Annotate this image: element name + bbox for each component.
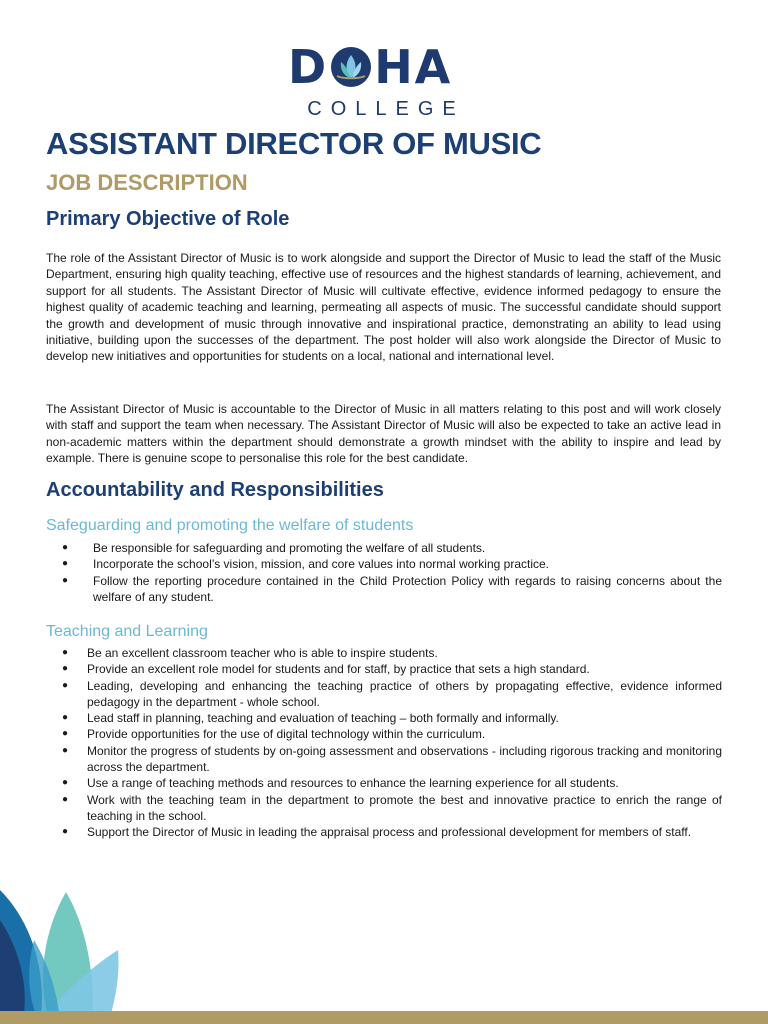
section-heading-primary-objective: Primary Objective of Role — [46, 208, 290, 230]
page-subtitle: JOB DESCRIPTION — [46, 170, 248, 195]
footer-gold-bar — [0, 1011, 768, 1024]
list-item: ● Lead staff in planning, teaching and evaluation of teaching – both formally and informally. — [46, 710, 722, 726]
doha-college-logo — [288, 40, 482, 124]
teaching-learning-list — [46, 645, 722, 841]
list-item: ● Provide opportunities for the use of digital technology within the curriculum. — [46, 726, 722, 742]
list-item: ● Provide an excellent role model for students and for staff, by practice that sets a high standard. — [46, 661, 722, 677]
subsection-heading-safeguarding: Safeguarding and promoting the welfare of students — [46, 517, 414, 534]
list-item: ● Work with the teaching team in the department to promote the best and innovative practice to enrich the range of teaching in the school. — [46, 792, 722, 825]
paragraph-primary-objective-1: The role of the Assistant Director of Music is to work alongside and support the Director of Music to lead the staff of the Music Department, ensuring high quality teaching, effective use of resources and the highest standards of learning, achievement, and support for all students. The Assistant Director of Music will cultivate effective, evidence informed pedagogy to ensure the highest quality of academic teaching and learning, permeating all aspects of music. The successful candidate should support the growth and development of music through innovative and inspirational practice, demonstrating an ability to lead using initiative, building upon the successes of the department. The post holder will also work alongside the Director of Music to develop new initiatives and opportunities for students on a local, national and international level. — [46, 251, 721, 364]
list-item: ● Leading, developing and enhancing the teaching practice of others by propagating effective, evidence informed pedagogy in the department - whole school. — [46, 678, 722, 711]
logo-letter-d: D — [288, 40, 329, 94]
logo-subtext: COLLEGE — [307, 98, 465, 120]
logo-letters-ha: HA — [374, 40, 453, 94]
section-heading-accountability: Accountability and Responsibilities — [46, 479, 384, 501]
page-title: ASSISTANT DIRECTOR OF MUSIC — [46, 126, 542, 161]
list-item: ● Support the Director of Music in leading the appraisal process and professional development for members of staff. — [46, 824, 722, 840]
subsection-heading-teaching-learning: Teaching and Learning — [46, 623, 208, 640]
list-item: ● Monitor the progress of students by on-going assessment and observations - including rigorous tracking and monitoring across the department. — [46, 743, 722, 776]
list-item: ● Use a range of teaching methods and resources to enhance the learning experience for all students. — [46, 775, 722, 791]
list-item: ● Be an excellent classroom teacher who is able to inspire students. — [46, 645, 722, 661]
logo-wordmark — [288, 40, 482, 94]
paragraph-primary-objective-2: The Assistant Director of Music is accountable to the Director of Music in all matters relating to this post and will work closely with staff and support the team when necessary. The Assistant Director of Music will also be expected to take an active lead in non-academic matters within the department should demonstrate a growth mindset with the ability to inspire and lead by example. There is genuine scope to personalise this role for the best candidate. — [46, 402, 721, 466]
safeguarding-list — [46, 540, 722, 605]
list-item: ● Incorporate the school’s vision, mission, and core values into normal working practice. — [46, 556, 722, 572]
list-item: ● Be responsible for safeguarding and promoting the welfare of all students. — [46, 540, 722, 556]
list-item: ● Follow the reporting procedure contained in the Child Protection Policy with regards to raising concerns about the welfare of any student. — [46, 573, 722, 606]
lotus-emblem-icon — [329, 45, 373, 89]
decorative-petals-graphic — [0, 880, 140, 1024]
